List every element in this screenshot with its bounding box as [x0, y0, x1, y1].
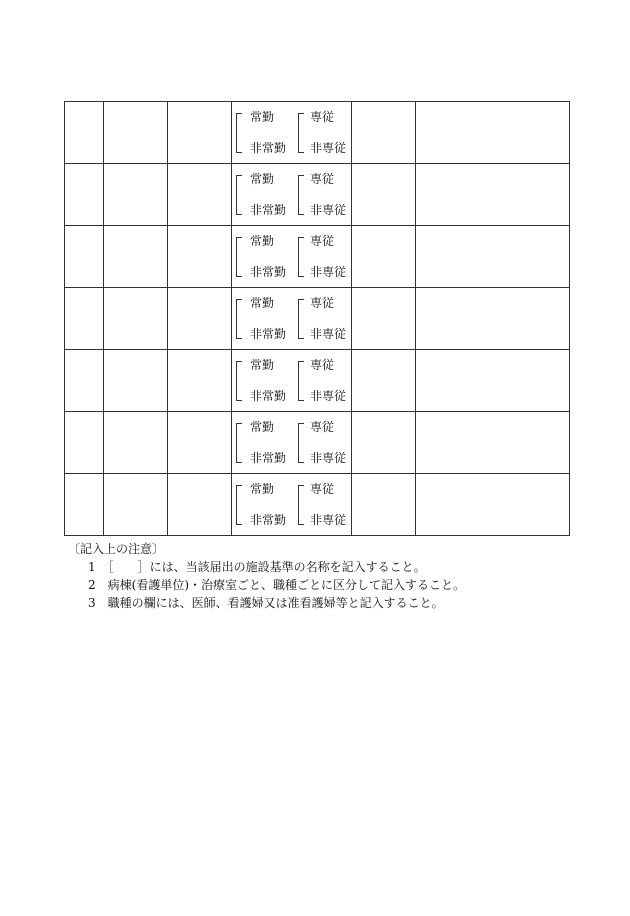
non-dedicated-label: 非専従 [310, 203, 347, 217]
table-cell [104, 102, 168, 164]
employment-type-cell [232, 412, 352, 474]
bracket-left [298, 361, 304, 401]
part-time-label: 非常勤 [250, 451, 287, 465]
dedicated-label: 専従 [310, 358, 335, 372]
full-time-label: 常勤 [250, 172, 275, 186]
bracket-left [236, 237, 242, 277]
staff-table [64, 101, 570, 536]
table-row [65, 474, 570, 536]
note-item: 2 病棟(看護単位)・治療室ごと、職種ごとに区分して記入すること。 [88, 578, 466, 592]
dedicated-label: 専従 [310, 234, 335, 248]
bracket-left [298, 299, 304, 339]
full-time-label: 常勤 [250, 296, 275, 310]
bracket-left [236, 299, 242, 339]
table-cell [104, 412, 168, 474]
table-row [65, 102, 570, 164]
employment-type-cell [232, 474, 352, 536]
table-cell [104, 226, 168, 288]
employment-type-cell [232, 102, 352, 164]
dedicated-label: 専従 [310, 172, 335, 186]
table-cell [168, 412, 232, 474]
table-row [65, 288, 570, 350]
table-cell [168, 288, 232, 350]
table-row [65, 226, 570, 288]
table-cell [352, 288, 416, 350]
non-dedicated-label: 非専従 [310, 389, 347, 403]
table-row [65, 350, 570, 412]
table-cell [65, 350, 104, 412]
part-time-label: 非常勤 [250, 203, 287, 217]
dedicated-label: 専従 [310, 110, 335, 124]
table-cell [416, 164, 570, 226]
table-cell [352, 350, 416, 412]
table-cell [352, 226, 416, 288]
table-cell [352, 474, 416, 536]
full-time-label: 常勤 [250, 358, 275, 372]
notes-heading: 〔記入上の注意〕 [68, 542, 165, 556]
dedicated-label: 専従 [310, 296, 335, 310]
table-cell [104, 288, 168, 350]
table-cell [168, 474, 232, 536]
employment-type-cell [232, 226, 352, 288]
table-cell [416, 226, 570, 288]
part-time-label: 非常勤 [250, 513, 287, 527]
table-cell [352, 164, 416, 226]
bracket-left [236, 175, 242, 215]
part-time-label: 非常勤 [250, 389, 287, 403]
bracket-left [298, 237, 304, 277]
non-dedicated-label: 非専従 [310, 327, 347, 341]
table-cell [65, 288, 104, 350]
table-cell [352, 102, 416, 164]
dedicated-label: 専従 [310, 482, 335, 496]
table-cell [65, 226, 104, 288]
table-cell [168, 102, 232, 164]
table-cell [104, 164, 168, 226]
non-dedicated-label: 非専従 [310, 451, 347, 465]
table-cell [65, 412, 104, 474]
table-row [65, 412, 570, 474]
bracket-left [236, 113, 242, 153]
bracket-left [298, 113, 304, 153]
bracket-left [236, 423, 242, 463]
part-time-label: 非常勤 [250, 327, 287, 341]
table-row [65, 164, 570, 226]
full-time-label: 常勤 [250, 420, 275, 434]
full-time-label: 常勤 [250, 234, 275, 248]
employment-type-cell [232, 288, 352, 350]
dedicated-label: 専従 [310, 420, 335, 434]
bracket-left [298, 423, 304, 463]
bracket-left [236, 485, 242, 525]
table-cell [168, 164, 232, 226]
table-cell [168, 226, 232, 288]
table-cell [416, 102, 570, 164]
non-dedicated-label: 非専従 [310, 265, 347, 279]
full-time-label: 常勤 [250, 110, 275, 124]
note-item: 3 職種の欄には、医師、看護婦又は准看護婦等と記入すること。 [88, 596, 444, 610]
bracket-left [298, 485, 304, 525]
table-cell [168, 350, 232, 412]
full-time-label: 常勤 [250, 482, 275, 496]
table-cell [65, 474, 104, 536]
part-time-label: 非常勤 [250, 141, 287, 155]
table-cell [416, 474, 570, 536]
non-dedicated-label: 非専従 [310, 141, 347, 155]
employment-type-cell [232, 350, 352, 412]
bracket-left [298, 175, 304, 215]
table-cell [104, 474, 168, 536]
notes-section [68, 540, 465, 612]
table-cell [65, 102, 104, 164]
table-cell [65, 164, 104, 226]
employment-type-cell [232, 164, 352, 226]
part-time-label: 非常勤 [250, 265, 287, 279]
note-item: 1 ［ ］には、当該届出の施設基準の名称を記入すること。 [88, 560, 426, 574]
table-cell [352, 412, 416, 474]
table-cell [416, 288, 570, 350]
bracket-left [236, 361, 242, 401]
table-cell [416, 412, 570, 474]
non-dedicated-label: 非専従 [310, 513, 347, 527]
table-cell [104, 350, 168, 412]
table-cell [416, 350, 570, 412]
